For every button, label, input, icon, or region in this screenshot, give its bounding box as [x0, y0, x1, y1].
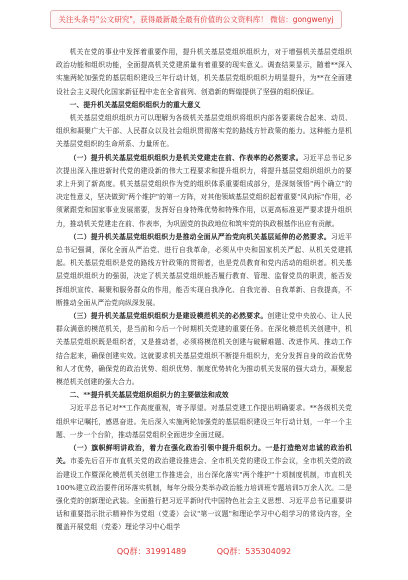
promo-banner: 关注头条号"公文研究"，获得最新最全最有价值的公文资料库！ 微信：gongwenyj: [50, 10, 342, 29]
footer-qq-group-1: QQ群：31991489: [116, 547, 187, 556]
paragraph-point-2: [56, 231, 352, 310]
paragraph-point-3: [56, 310, 352, 389]
footer-qq-group-2: QQ群：535304092: [216, 547, 292, 556]
paragraph-definition: 机关基层党组织组织力可以理解为各级机关基层党组织将组织内部各要素统合起来、动员、组织和凝聚广大干部、人民群众以及社会组织贯彻落实党的路线方针政策的能力。这种能力是机关基层党组织的生命所系、力量所在。: [56, 114, 352, 149]
section-heading-1: 一、提升机关基层党组织组织力的重大意义: [69, 100, 201, 109]
paragraph-practice: 习近平总书记对**工作高度重视，寄予厚望。对基层党建工作提出明确要求。**各级机关党组织牢记嘱托，感恩奋进。先后深入实施两轮加强党的基层组织建设三年行动计划，一年一个主题、一步一个台阶，推动基层党组织全面进步全面过硬。: [56, 404, 352, 439]
paragraph-intro: 机关在党的事业中发挥着重要作用，提升机关基层党组织组织力，对于增强机关基层党组织政治功能和组织功能，全面提高机关党建质量有着重要的现实意义。调查结果显示，随着**深入实施两轮加强党的基层组织建设三年行动计划，机关基层党组织组织力明显提升，为**在全面建设社会主义现代化国家新征程中走在全省前列、创造新的辉煌提供了坚强的组织保证。: [56, 48, 352, 96]
point-3-lead: （三）提升机关基层党组织组织力是建设模范机关的必然要求。: [69, 312, 268, 321]
point-4-body: 市委先后召开市直机关党的政治建设推进会、全市机关党的建设工作会议，全市机关党的政治建设工作暨深化模范机关创建工作推进会，出台深化落实"两个维护"十项制度机制，市直机关100%建立政治要件闭环落实机制，每年分级分类举办政治能力培训班专题培训5万余人次。二是强化党的创新理论武装。全面推行把习近平新时代中国特色社会主义思想、习近平总书记重要讲话和重要指示批示精神作为党组（党委）会议"第一议题"和理论学习中心组学习的常设内容，全覆盖开展党组（党委）理论学习中心组学: [56, 457, 352, 532]
paragraph-point-1: [56, 152, 352, 231]
footer-contact: [0, 546, 408, 557]
paragraph-point-4: [56, 442, 352, 534]
point-3-body: 创建让党中央放心、让人民群众满意的模范机关，是当前和今后一个时期机关党建的重要任务。在深化模范机关创建中，机关基层党组织既是组织者，又是推动者，必须将模范机关创建与破解难题、改进作风、推动工作结合起来，确保创建实效。这就要求机关基层党组织不断提升组织力，充分发挥自身的政治优势和人才优势，确保党的政治优势、组织优势、制度优势转化为推动机关发展的强大动力，凝聚起模范机关创建的强大合力。: [56, 312, 352, 387]
point-2-lead: （二）提升机关基层党组织组织力是推动全面从严治党向机关基层延伸的必然要求。: [69, 232, 331, 241]
point-4-lead: （一）旗帜鲜明讲政治，着力在强化政治引领中提升组织力。一是打造绝对忠诚的政治机关。: [56, 444, 352, 466]
point-1-lead: （一）提升机关基层党组织组织力是机关党建走在前、作表率的必然要求。: [69, 153, 303, 162]
document-body: [56, 46, 352, 538]
point-2-body: 习近平总书记强调，深化全面从严治党、进行自我革命，必须从中央和国家机关严起、从机关党建抓起。机关基层党组织是党的路线方针政策的贯彻者，也是党员教育和党内活动的组织者。机关基层党组织组织力的强弱，决定了机关基层党组织能否履行教育、管理、监督党员的职责，能否发挥组织宣传、凝聚和服务群众的作用，能否实现自我净化、自我完善、自我革新、自我提高，不断推动全面从严治党向纵深发展。: [56, 232, 352, 307]
point-1-body: 习近平总书记多次提出深入推进新时代党的建设新的伟大工程要求和提升组织力，将提升基层党组织组织力的要求上升到了新高度。机关基层党组织作为党的组织体系重要组成部分，是深刻领悟"两个确立"的决定性意义，坚决做到"两个维护"的第一方阵，对其他领域基层党组织起着重要"风向标"作用，必须紧跟党和国家事业发展需要，发挥好自身特殊优势和特殊作用，以更高标准更严要求提升组织力，推动机关党建走在前、作表率，为巩固党的执政地位和筑牢党的执政根基作出应有贡献。: [56, 153, 352, 228]
section-heading-2: 二、**提升机关基层党组织组织力的主要做法和成效: [69, 391, 229, 400]
